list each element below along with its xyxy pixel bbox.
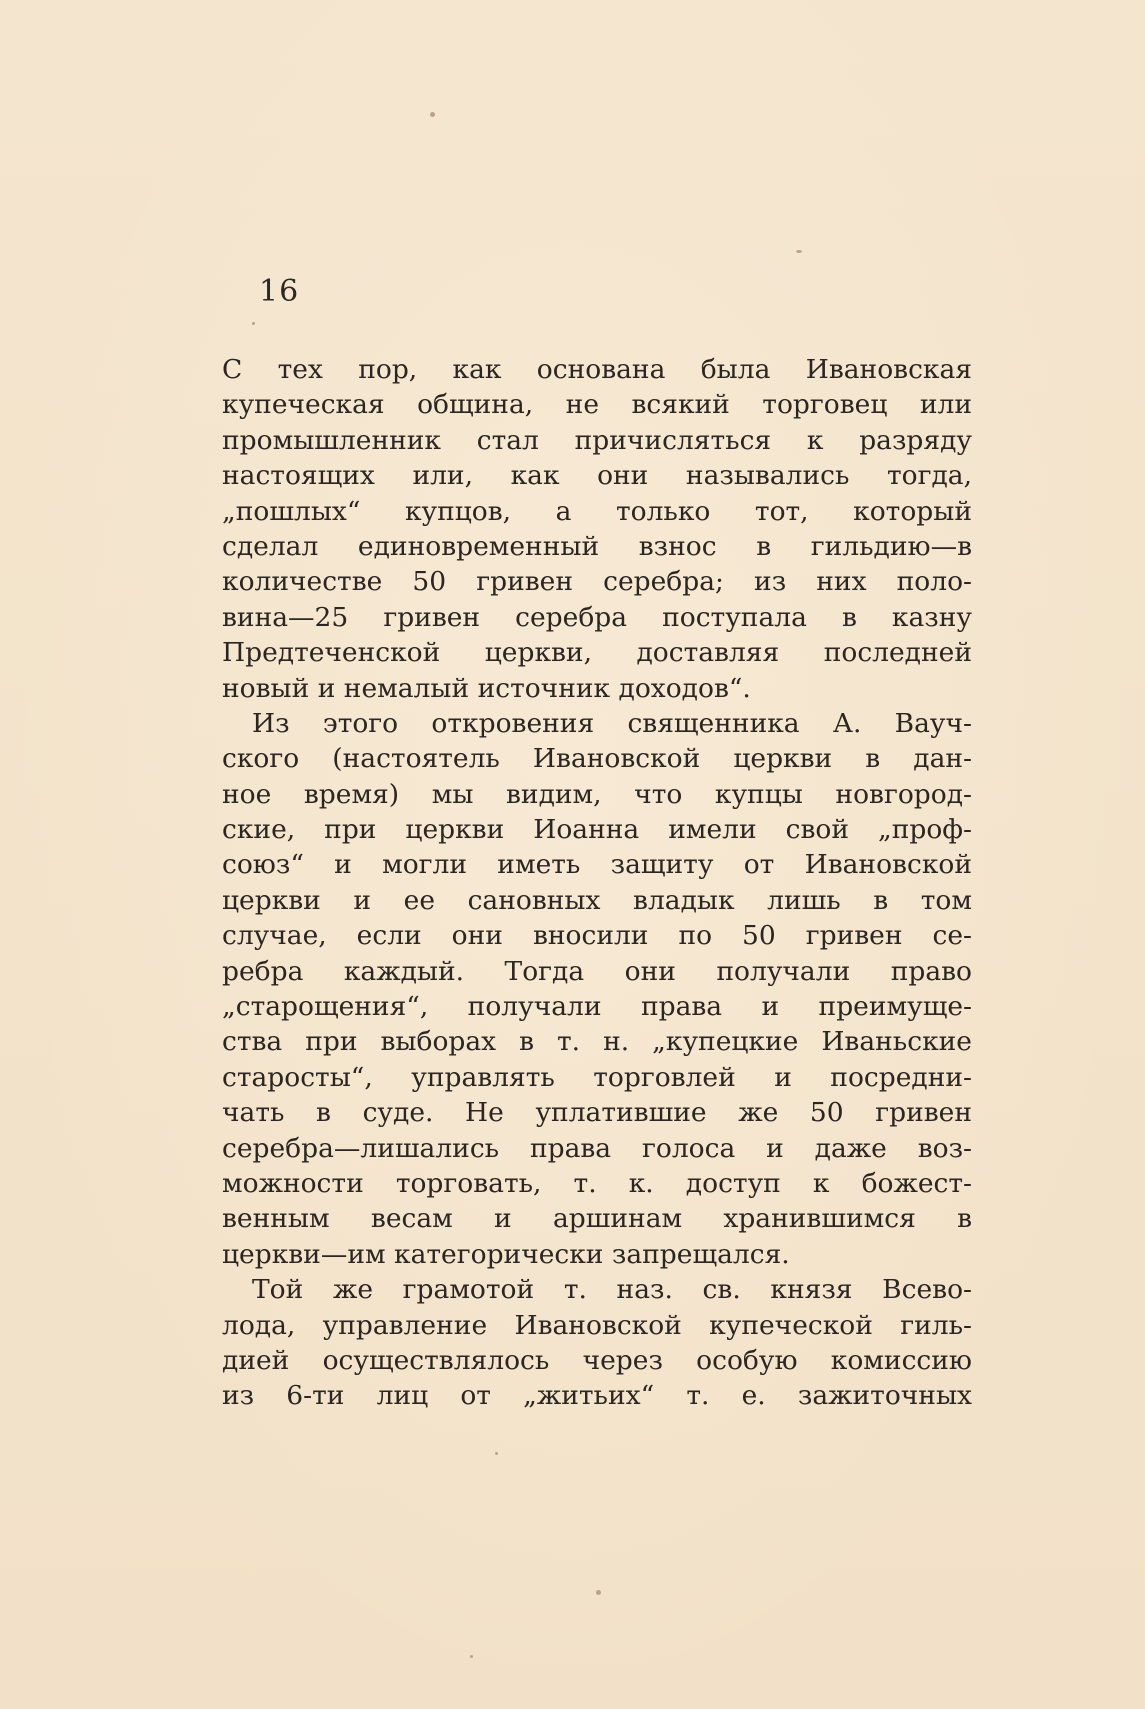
text-line: из 6-ти лиц от „житьих“ т. е. зажиточных	[222, 1380, 972, 1412]
text-line: лода, управление Ивановской купеческой гиль-	[222, 1309, 972, 1341]
text-line: настоящих или, как они назывались тогда,	[222, 460, 972, 492]
text-line: союз“ и могли иметь защиту от Ивановской	[222, 849, 972, 881]
text-line: ное время) мы видим, что купцы новгород-	[222, 778, 972, 810]
page-number: 16	[259, 274, 300, 309]
text-line: дией осуществлялось через особую комиссию	[222, 1344, 972, 1376]
text-line: новый и немалый источник доходов“.	[222, 672, 751, 704]
text-line: чать в суде. Не уплатившие же 50 гривен	[222, 1097, 972, 1129]
paper-speck	[430, 112, 435, 117]
text-line: ребра каждый. Тогда они получали право	[222, 955, 972, 987]
text-line: ского (настоятель Ивановской церкви в дан-	[222, 743, 972, 775]
text-line: Предтеченской церкви, доставляя последней	[222, 637, 972, 669]
text-line: ства при выборах в т. н. „купецкие Иваньские	[222, 1026, 972, 1058]
paper-speck	[596, 1590, 601, 1595]
paper-speck	[252, 322, 255, 325]
text-line: церкви и ее сановных владык лишь в том	[222, 884, 972, 916]
text-line: можности торговать, т. к. доступ к божест-	[222, 1167, 972, 1199]
text-line: сделал единовременный взнос в гильдию—в	[222, 530, 972, 562]
body-text	[222, 352, 972, 1414]
text-line: венным весам и аршинам хранившимся в	[222, 1203, 972, 1235]
text-line: купеческая община, не всякий торговец или	[222, 389, 972, 421]
text-line: серебра—лишались права голоса и даже воз-	[222, 1132, 972, 1164]
paper-speck	[470, 1655, 473, 1658]
text-line: Из этого откровения священника А. Вауч-	[252, 707, 972, 739]
paper-speck	[796, 250, 802, 253]
text-line: „старощения“, получали права и преимуще-	[222, 991, 972, 1023]
text-line: ские, при церкви Иоанна имели свой „проф-	[222, 814, 972, 846]
text-line: количестве 50 гривен серебра; из них поло-	[222, 566, 972, 598]
text-line: старосты“, управлять торговлей и посредни-	[222, 1061, 972, 1093]
text-line: случае, если они вносили по 50 гривен се-	[222, 920, 972, 952]
paper-speck	[495, 1452, 498, 1455]
text-line: Той же грамотой т. наз. св. князя Всево-	[252, 1274, 972, 1306]
text-line: „пошлых“ купцов, а только тот, который	[222, 495, 972, 527]
text-line: церкви—им категорически запрещался.	[222, 1238, 790, 1270]
text-line: С тех пор, как основана была Ивановская	[222, 354, 972, 385]
text-line: промышленник стал причисляться к разряду	[222, 424, 972, 456]
text-line: вина—25 гривен серебра поступала в казну	[222, 601, 972, 633]
